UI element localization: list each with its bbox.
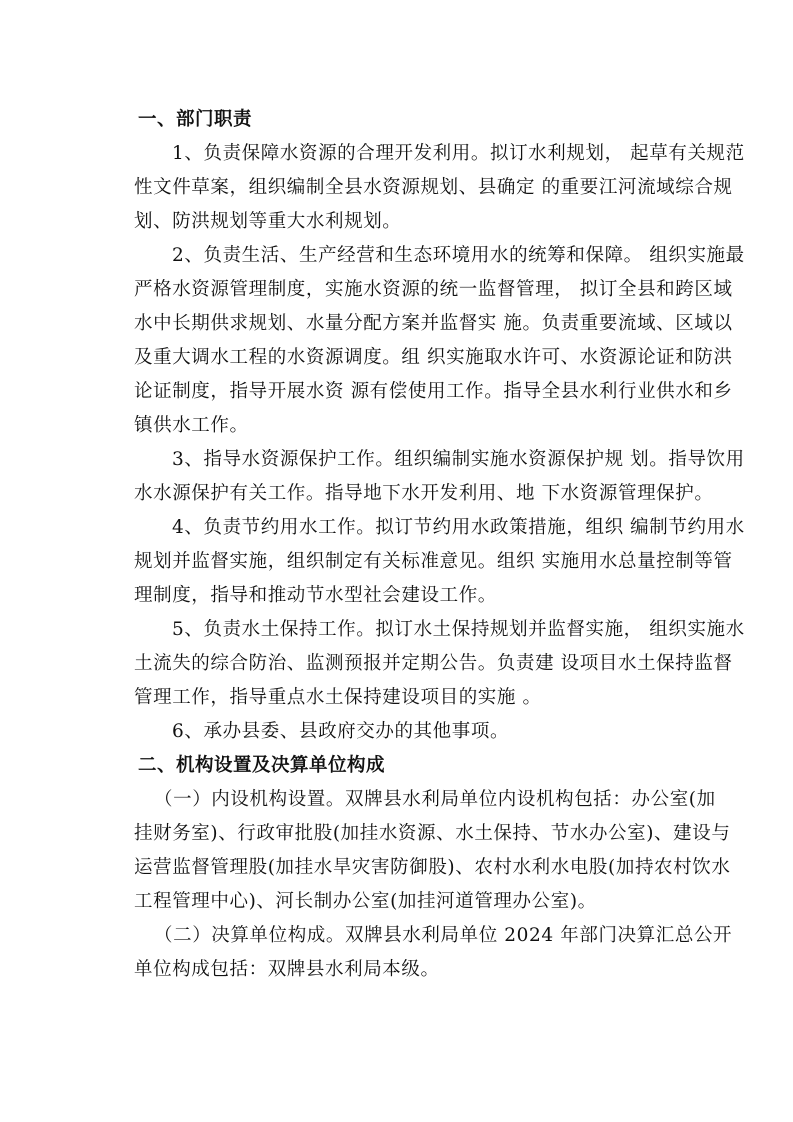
paragraph-line: 6、承办县委、县政府交办的其他事项。 <box>172 721 510 742</box>
paragraph-line: 规划并监督实施，组织制定有关标准意见。组织 实施用水总量控制等管 <box>134 551 733 572</box>
duty-paragraph-2 <box>134 239 745 443</box>
paragraph-line: 管理工作，指导重点水土保持建设项目的实施 。 <box>134 687 542 708</box>
paragraph-line: 镇供水工作。 <box>134 415 249 436</box>
paragraph-line: 土流失的综合防治、监测预报并定期公告。负责建 设项目水土保持监督 <box>134 653 733 674</box>
paragraph-line: 划、防洪规划等重大水利规划。 <box>134 211 402 232</box>
paragraph-line: 单位构成包括：双牌县水利局本级。 <box>134 959 440 980</box>
paragraph-line: 5、负责水土保持工作。拟订水土保持规划并监督实施， 组织实施水 <box>172 619 745 640</box>
section-heading-organization: 二、机构设置及决算单位构成 <box>138 755 386 776</box>
duty-paragraph-6 <box>134 715 693 749</box>
duty-paragraph-3 <box>134 443 745 511</box>
organization-paragraph-2 <box>134 919 733 987</box>
organization-paragraph-1 <box>134 783 731 919</box>
paragraph-line: 性文件草案，组织编制全县水资源规划、县确定 的重要江河流域综合规 <box>134 177 733 198</box>
paragraph-line: 水水源保护有关工作。指导地下水开发利用、地 下水资源管理保护。 <box>134 483 714 504</box>
paragraph-line: 2、负责生活、生产经营和生态环境用水的统筹和保障。 组织实施最 <box>172 245 745 266</box>
paragraph-line: 工程管理中心)、河长制办公室(加挂河道管理办公室)。 <box>134 891 597 912</box>
paragraph-line: 论证制度，指导开展水资 源有偿使用工作。指导全县水利行业供水和乡 <box>134 381 733 402</box>
paragraph-line: 4、负责节约用水工作。拟订节约用水政策措施，组织 编制节约用水 <box>172 517 745 538</box>
duty-paragraph-1 <box>134 137 745 239</box>
paragraph-line: （一）内设机构设置。双牌县水利局单位内设机构包括：办公室(加 <box>154 789 716 810</box>
paragraph-line: 严格水资源管理制度，实施水资源的统一监督管理， 拟订全县和跨区域 <box>134 279 733 300</box>
duty-paragraph-4 <box>134 511 745 613</box>
paragraph-line: 1、负责保障水资源的合理开发利用。拟订水利规划， 起草有关规范 <box>172 143 745 164</box>
duty-paragraph-5 <box>134 613 745 715</box>
paragraph-line: 水中长期供求规划、水量分配方案并监督实 施。负责重要流域、区域以 <box>134 313 733 334</box>
paragraph-line: （二）决算单位构成。双牌县水利局单位 2024 年部门决算汇总公开 <box>154 925 733 946</box>
paragraph-line: 3、指导水资源保护工作。组织编制实施水资源保护规 划。指导饮用 <box>172 449 745 470</box>
paragraph-line: 运营监督管理股(加挂水旱灾害防御股)、农村水利水电股(加持农村饮水 <box>134 857 731 878</box>
paragraph-line: 挂财务室)、行政审批股(加挂水资源、水土保持、节水办公室)、建设与 <box>134 823 731 844</box>
section-heading-department-duties: 一、部门职责 <box>138 109 253 130</box>
paragraph-line: 理制度，指导和推动节水型社会建设工作。 <box>134 585 497 606</box>
paragraph-line: 及重大调水工程的水资源调度。组 织实施取水许可、水资源论证和防洪 <box>134 347 733 368</box>
